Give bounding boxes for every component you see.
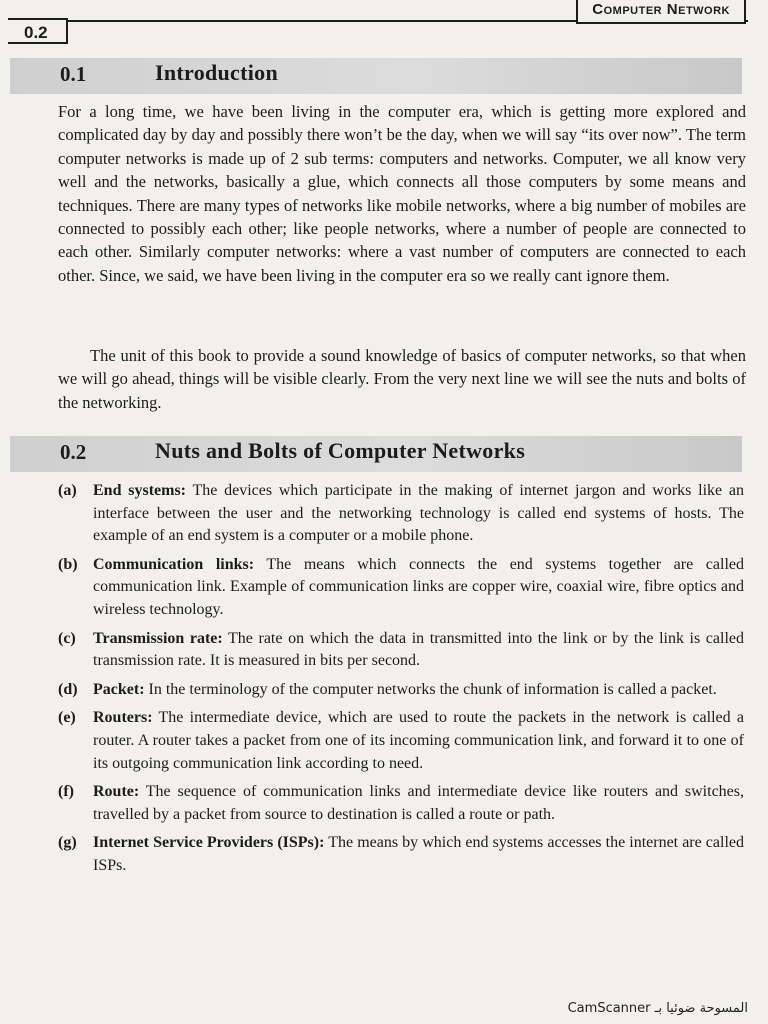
item-marker: (f) <box>58 783 74 801</box>
item-term: Communication links: <box>93 555 255 573</box>
page-header <box>0 0 768 48</box>
item-text: In the terminology of the computer networks the chunk of information is called a packet. <box>144 680 717 698</box>
item-text: The devices which participate in the making of internet jargon and works like an interface between the user and the networking technology is called end systems of hosts. The example of an end system is a computer or a mobile phone. <box>93 482 745 545</box>
list-item <box>58 679 744 702</box>
chapter-number: 0.2 <box>8 18 68 44</box>
item-term: Route: <box>93 783 140 801</box>
section-title: Nuts and Bolts of Computer Networks <box>155 438 526 463</box>
item-term: Routers: <box>93 709 153 727</box>
item-marker: (g) <box>58 834 77 852</box>
item-marker: (d) <box>58 680 78 698</box>
list-item <box>58 628 744 673</box>
section-title: Introduction <box>155 60 278 85</box>
item-term: End systems: <box>93 482 187 499</box>
item-text: The means which connects the end systems together are called communication link. Example of communication links are copper wire, coaxial wire, fibre optics and wireless technology. <box>93 555 744 618</box>
item-text: The means by which end systems accesses the internet are called ISPs. <box>93 834 745 874</box>
item-marker: (b) <box>58 555 78 573</box>
section-number: 0.1 <box>60 62 87 86</box>
list-item <box>58 781 744 826</box>
item-term: Transmission rate: <box>93 629 223 647</box>
item-marker: (e) <box>58 709 76 727</box>
scanner-watermark: CamScanner المسوحة ضوئيا بـ <box>567 1001 748 1016</box>
item-text: The sequence of communication links and intermediate device like routers and switches, travelled by a packet from source to destination is called a route or path. <box>93 783 744 823</box>
intro-paragraph-2: The unit of this book to provide a sound knowledge of basics of computer networks, so that when we will go ahead, things will be visible clearly. From the very next line we will see the nuts and bolts of the networking. <box>58 346 746 412</box>
list-item <box>58 554 744 622</box>
item-text: The intermediate device, which are used to route the packets in the network is called a router. A router takes a packet from one of its incoming communication link, and forward it to one of its outgoing communication link according to need. <box>93 709 744 772</box>
intro-paragraph-1: For a long time, we have been living in the computer era, which is getting more explored and complicated day by day and possibly there won’t be the day, when we will say “its over now”. The term computer networks is made up of 2 sub terms: computers and networks. Computer, we all know very well and the networks, basically a glue, which connects all those computers by some means and techniques. There are many types of networks like mobile networks, where a big number of mobiles are connected to possibly each other; like people networks, where a number of people are connected to each other. Similarly computer networks: where a vast number of computers are connected to each other. Since, we said, we have been living in the computer era so we really cant ignore them. <box>58 102 746 285</box>
item-text: The rate on which the data in transmitted into the link or by the link is called transmission rate. It is measured in bits per second. <box>93 629 745 670</box>
book-title: Computer Network <box>576 0 746 24</box>
section-number: 0.2 <box>60 440 87 464</box>
item-term: Internet Service Providers (ISPs): <box>93 834 325 852</box>
section-heading-nuts-and-bolts <box>10 436 742 472</box>
definition-list <box>58 480 744 884</box>
item-marker: (c) <box>58 629 76 647</box>
list-item <box>58 480 744 548</box>
item-marker: (a) <box>58 482 77 499</box>
list-item <box>58 707 744 775</box>
list-item <box>58 832 744 877</box>
item-term: Packet: <box>93 680 145 698</box>
section-heading-introduction <box>10 58 742 94</box>
